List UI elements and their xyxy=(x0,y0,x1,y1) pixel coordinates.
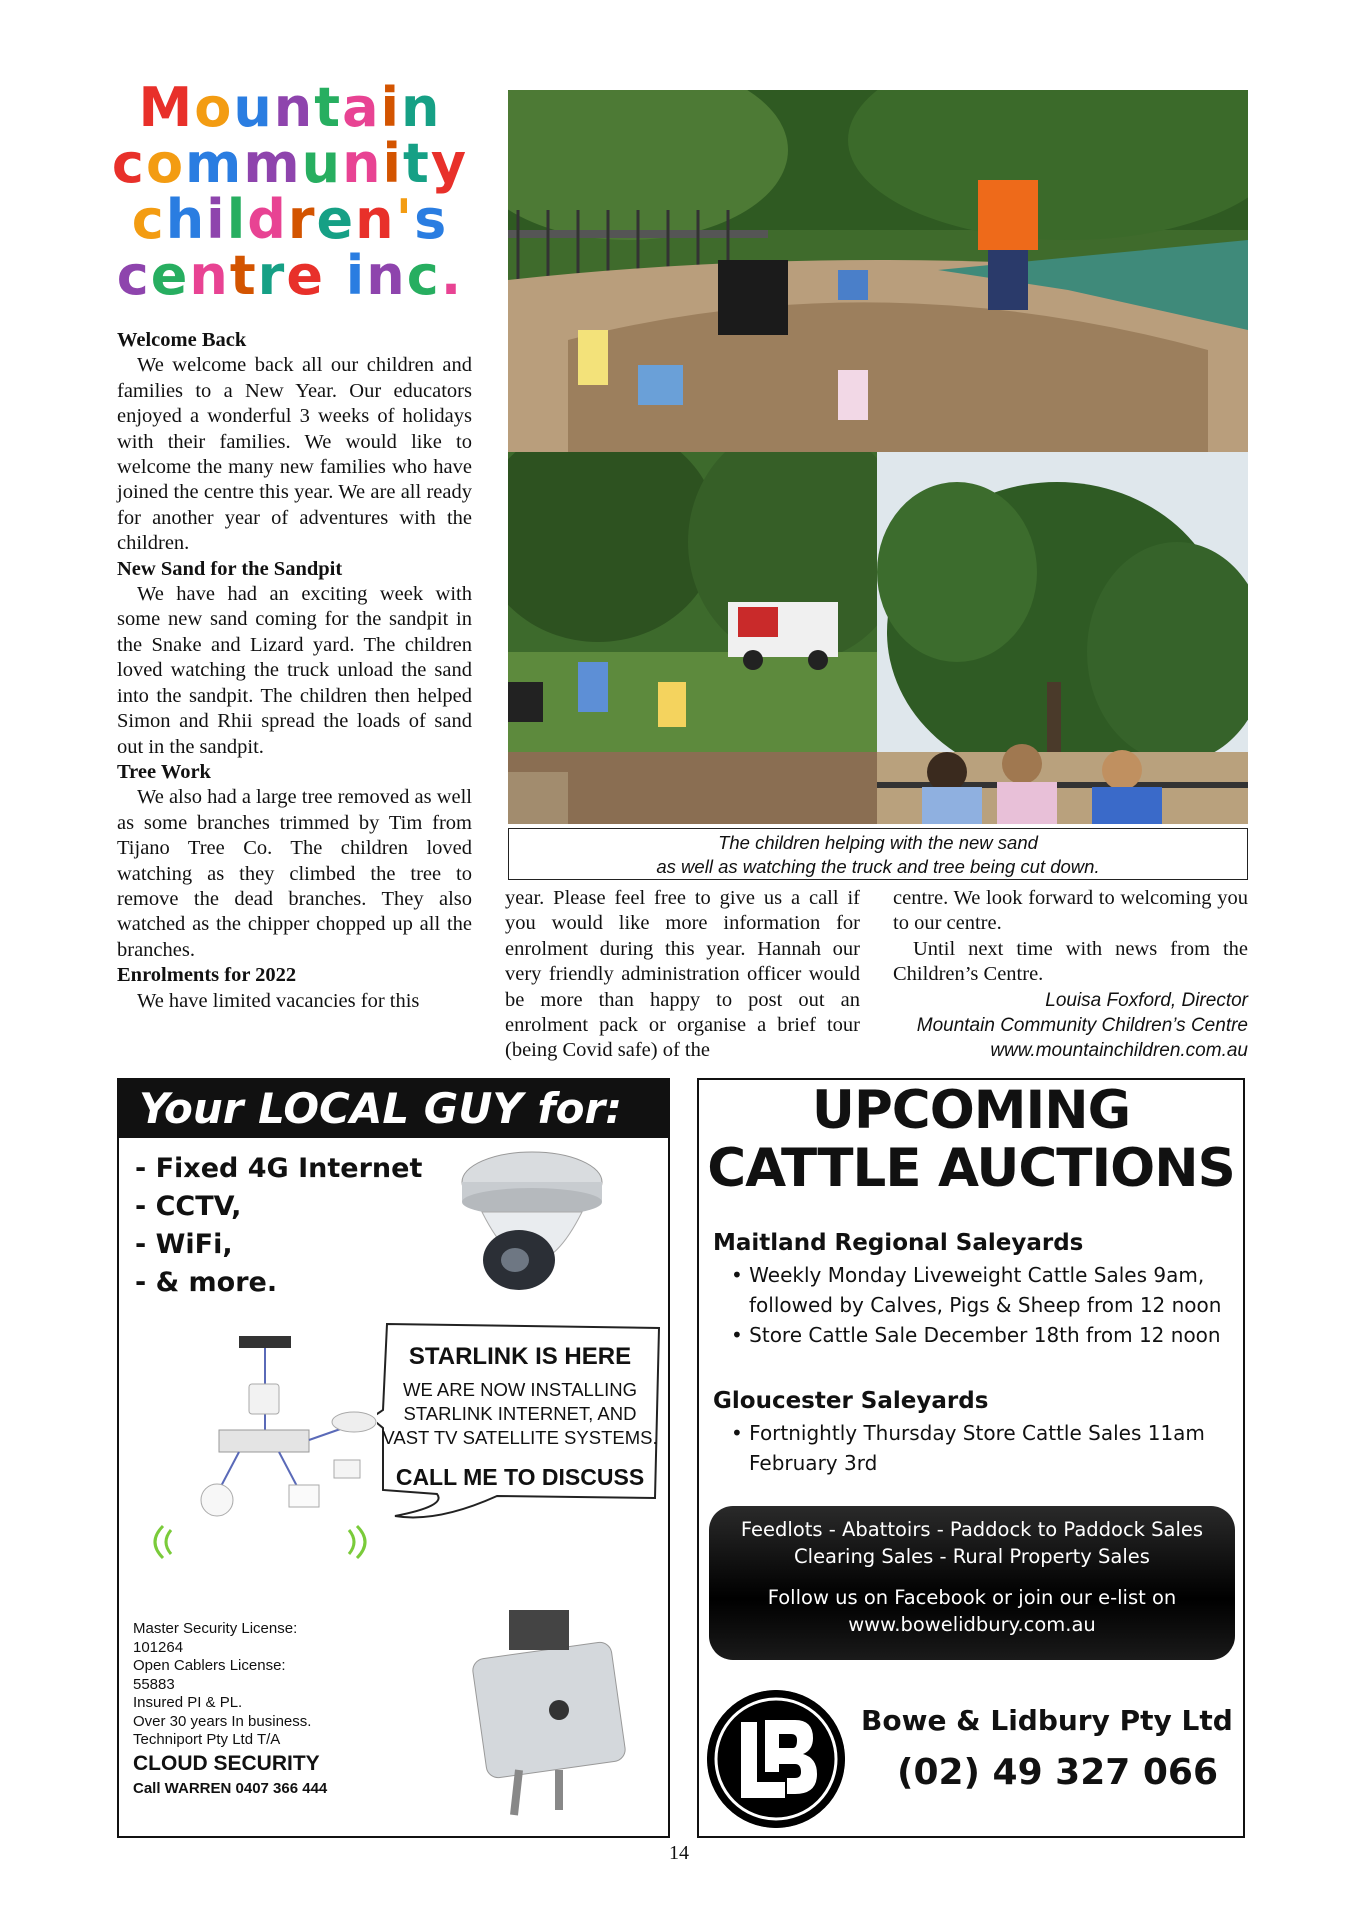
service-item: - WiFi, xyxy=(135,1229,233,1260)
caption-line-1: The children helping with the new sand xyxy=(718,832,1038,853)
licence-line: Over 30 years In business. xyxy=(133,1712,312,1730)
licence-line: Techniport Pty Ltd T/A xyxy=(133,1731,281,1748)
call-warren: Call WARREN 0407 366 444 xyxy=(133,1779,328,1797)
logo-letter: . xyxy=(440,244,464,307)
logo-letter: M xyxy=(138,76,195,139)
saleyard-gloucester: Gloucester Saleyards xyxy=(713,1388,989,1414)
network-diagram-icon xyxy=(149,1330,389,1590)
saleyard-maitland: Maitland Regional Saleyards xyxy=(713,1230,1084,1256)
logo-letter: c xyxy=(406,244,441,307)
logo-letter: i xyxy=(345,244,367,307)
service-item: - CCTV, xyxy=(135,1191,242,1222)
logo-line-3 xyxy=(100,188,480,251)
logo-letter: s xyxy=(414,188,449,251)
logo-letter: e xyxy=(316,188,356,251)
ad-local-licences xyxy=(133,1620,327,1800)
logo-letter: n xyxy=(342,132,383,195)
licence-line: Insured PI & PL. xyxy=(133,1694,243,1711)
logo-letter: r xyxy=(257,244,287,307)
paragraph-enrolments-middle: year. Please feel free to give us a call if you would like more information for enrolment during this year. Hannah our very friendly administration officer would be more than happy to post out an enrolment pack or organise a brief tour (being Covid safe) of the xyxy=(505,887,860,1062)
logo-letter xyxy=(325,248,346,304)
panel-line-1: Feedlots - Abattoirs - Paddock to Paddock Sales xyxy=(740,1518,1204,1541)
paragraph-enrolments-end: centre. We look forward to welcoming you to our centre. xyxy=(893,887,1248,935)
ad-local-services xyxy=(135,1150,422,1302)
starlink-body: WE ARE NOW INSTALLING STARLINK INTERNET, AND VAST TV SATELLITE SYSTEMS. xyxy=(382,1379,658,1448)
logo-letter: y xyxy=(430,132,469,195)
page-number: 14 xyxy=(669,1842,689,1864)
logo-letter: n xyxy=(189,244,230,307)
centre-logo xyxy=(100,76,480,307)
logo-line-4 xyxy=(100,244,480,307)
photo-truck-image xyxy=(508,452,877,824)
logo-letter: ' xyxy=(395,188,415,251)
logo-letter: n xyxy=(401,76,442,139)
logo-letter: c xyxy=(116,244,151,307)
logo-letter: t xyxy=(403,132,431,195)
logo-letter: d xyxy=(247,188,288,251)
logo-letter: n xyxy=(355,188,396,251)
service-item: - Fixed 4G Internet xyxy=(135,1153,423,1184)
starlink-bubble-text xyxy=(379,1342,661,1492)
logo-letter: i xyxy=(206,188,227,251)
panel-line-3: Follow us on Facebook or join our e-list on xyxy=(767,1586,1177,1609)
photo-tree xyxy=(877,452,1248,824)
gloucester-sales-list xyxy=(731,1418,1231,1478)
photo-tree-image xyxy=(877,452,1248,824)
sale-item: • Weekly Monday Liveweight Cattle Sales 9am, followed by Calves, Pigs & Sheep from 12 noon xyxy=(731,1263,1222,1317)
photo-truck xyxy=(508,452,877,824)
paragraph-closing: Until next time with news from the Children’s Centre. xyxy=(893,937,1248,986)
logo-letter: l xyxy=(226,188,248,251)
logo-letter: h xyxy=(165,188,207,251)
logo-letter: i xyxy=(380,76,402,139)
logo-letter: e xyxy=(286,244,325,307)
licence-line: Master Security License: xyxy=(133,1620,298,1637)
heading-new-sand: New Sand for the Sandpit xyxy=(117,557,343,580)
logo-letter: r xyxy=(287,188,317,251)
signature-organisation: Mountain Community Children’s Centre xyxy=(916,1015,1248,1037)
starlink-cta: CALL ME TO DISCUSS xyxy=(395,1464,645,1490)
cattle-title-line-1: UPCOMING xyxy=(811,1080,1131,1141)
signature-name: Louisa Foxford, Director xyxy=(1045,989,1248,1011)
caption-line-2: as well as watching the truck and tree being cut down. xyxy=(656,856,1100,877)
logo-letter: o xyxy=(194,76,234,139)
bowe-lidbury-contact xyxy=(707,1690,1237,1830)
paragraph-tree-work: We also had a large tree removed as well as some branches trimmed by Tim from Tijano Tree Co. The children loved watching as they climbed the tree to remove the dead branches. They also watched as the chipper chopped up all the branches. xyxy=(117,786,472,961)
paragraph-welcome: We welcome back all our children and families to a New Year. Our educators enjoyed a wonderful 3 weeks of holidays with their families. We would like to welcome the many new families who have joined the centre this year. We are all ready for another year of adventures with the children. xyxy=(117,354,472,555)
article-column-2 xyxy=(505,886,860,1064)
services-panel xyxy=(709,1506,1235,1660)
heading-welcome-back: Welcome Back xyxy=(117,329,247,351)
signature-website[interactable]: www.mountainchildren.com.au xyxy=(990,1040,1248,1062)
photo-caption xyxy=(508,828,1248,880)
logo-letter: c xyxy=(111,132,146,195)
licence-line: 101264 xyxy=(133,1638,184,1656)
logo-letter: n xyxy=(273,76,315,139)
paragraph-new-sand: We have had an exciting week with some new sand coming for the sandpit in the Snake and Lizard yard. The children loved watching the truck unload the sand into the sandpit. The children then helped Simon and Rhii spread the loads of sand out in the sandpit. xyxy=(117,583,472,758)
logo-letter: c xyxy=(131,188,166,251)
logo-letter: i xyxy=(382,132,404,195)
photo-sandpit-image xyxy=(508,90,1248,452)
panel-website[interactable]: www.bowelidbury.com.au xyxy=(848,1613,1096,1636)
cctv-camera-icon xyxy=(457,1142,607,1302)
sale-item: • Fortnightly Thursday Store Cattle Sales 11am February 3rd xyxy=(731,1421,1205,1475)
logo-letter: u xyxy=(233,76,274,139)
lb-logo-icon xyxy=(707,1690,845,1828)
panel-line-2: Clearing Sales - Rural Property Sales xyxy=(794,1545,1150,1568)
logo-letter: t xyxy=(314,76,343,139)
bowe-lidbury-name: Bowe & Lidbury Pty Ltd xyxy=(861,1704,1233,1737)
logo-letter: m xyxy=(185,132,244,195)
heading-enrolments: Enrolments for 2022 xyxy=(117,964,297,987)
antenna-device-icon xyxy=(459,1600,629,1820)
logo-letter: e xyxy=(150,244,190,307)
logo-letter: o xyxy=(145,132,186,195)
heading-tree-work: Tree Work xyxy=(117,760,211,783)
article-column-1 xyxy=(117,328,472,1014)
licence-line: 55883 xyxy=(133,1675,175,1693)
bowe-lidbury-phone[interactable]: (02) 49 327 066 xyxy=(897,1752,1218,1793)
logo-letter: n xyxy=(366,244,407,307)
logo-letter: t xyxy=(229,244,258,307)
ad-local-banner: Your LOCAL GUY for: xyxy=(119,1080,668,1138)
article-column-3 xyxy=(893,886,1248,1064)
company-name: CLOUD SECURITY xyxy=(133,1751,320,1775)
logo-line-2 xyxy=(100,132,480,195)
maitland-sales-list xyxy=(731,1260,1231,1350)
starlink-title: STARLINK IS HERE xyxy=(408,1343,632,1370)
logo-letter: m xyxy=(243,132,302,195)
cattle-title-line-2: CATTLE AUCTIONS xyxy=(707,1138,1235,1199)
licence-line: Open Cablers License: xyxy=(133,1657,286,1674)
paragraph-enrolments-start: We have limited vacancies for this xyxy=(137,989,420,1012)
logo-letter: u xyxy=(301,132,343,195)
service-item: - & more. xyxy=(135,1267,278,1298)
ad-cattle-auctions xyxy=(697,1078,1245,1838)
logo-letter: a xyxy=(342,76,381,139)
logo-line-1 xyxy=(100,76,480,139)
cattle-title xyxy=(699,1082,1243,1198)
sale-item: • Store Cattle Sale December 18th from 12 noon xyxy=(731,1323,1221,1347)
photo-sandpit xyxy=(508,90,1248,452)
ad-cloud-security xyxy=(117,1078,670,1838)
